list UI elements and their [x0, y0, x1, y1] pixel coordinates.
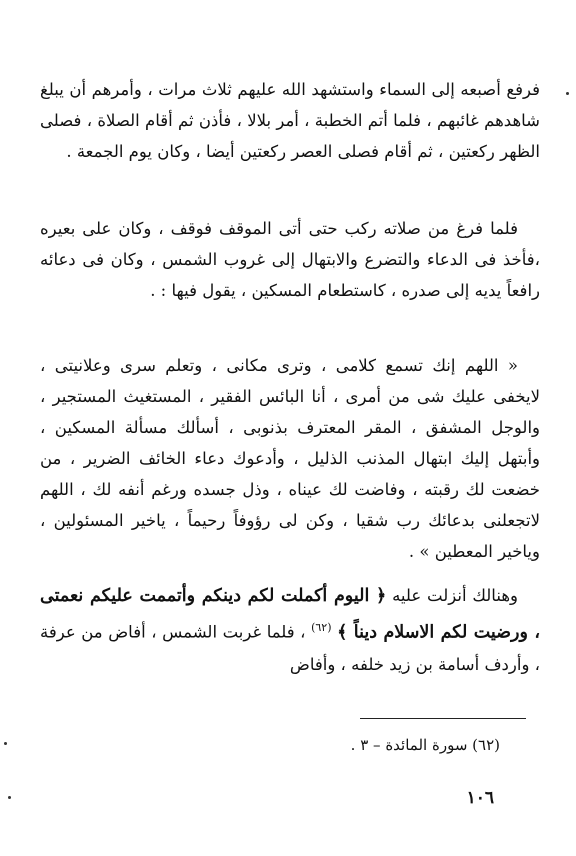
paragraph-3 — [40, 350, 540, 567]
document-page — [40, 60, 540, 840]
paragraph-2-text: فلما فرغ من صلاته ركب حتى أتى الموقف فوقف ، وكان على بعيره ،فأخذ فى الدعاء والتضرع والابتهال إلى غروب الشمس ، وكان فى دعائه رافعاً يديه إلى صدره ، كاستطعام المسكين ، يقول فيها : . — [40, 219, 540, 300]
paragraph-4-rest: ، فلما غربت الشمس ، أفاض من عرفة ، وأردف أسامة بن زيد خلفه ، وأفاض — [40, 622, 540, 674]
footnote: (٦٢) سورة المائدة – ٣ . — [350, 736, 500, 754]
paragraph-3-text: « اللهم إنك تسمع كلامى ، وترى مكانى ، وتعلم سرى وعلانيتى ، لايخفى عليك شى من أمرى ، أنا البائس الفقير ، المستغيث المستجير ، والوجل المشفق ، المقر المعترف بذنوبى ، أسألك مسألة المسكين ، وأبتهل إليك ابتهال المذنب الذليل ، وأدعوك دعاء الخائف الضرير ، من خضعت لك رقبته ، وفاضت لك عيناه ، وذل جسده ورغم أنفه لك ، اللهم لاتجعلنى بدعائك رب شقيا ، وكن لى رؤوفاً رحيماً ، ياخير المسئولين ، وياخير المعطين » . — [40, 356, 540, 561]
paragraph-1: فرفع أصبعه إلى السماء واستشهد الله عليهم ثلاث مرات ، وأمرهم أن يبلغ شاهدهم غائبهم ، فلما أتم الخطبة ، أمر بلالا ، فأذن ثم أقام الصلاة ، فصلى الظهر ركعتين ، ثم أقام فصلى العصر ركعتين أيضا ، وكان يوم الجمعة . — [40, 80, 540, 161]
margin-mark — [566, 92, 569, 95]
paragraph-2 — [40, 213, 540, 306]
paragraph-4-intro: وهنالك أنزلت عليه — [392, 586, 518, 605]
page-number: ١٠٦ — [466, 788, 494, 808]
footnote-divider — [360, 718, 526, 719]
margin-mark — [4, 742, 7, 745]
quran-verse: ﴿ اليوم أكملت لكم دينكم وأتممت عليكم نعمتى ، ورضيت لكم الاسلام ديناً ﴾ — [40, 586, 541, 643]
footnote-reference: (٦٢) — [311, 621, 332, 634]
paragraph-4 — [40, 580, 540, 680]
margin-mark — [8, 796, 11, 799]
